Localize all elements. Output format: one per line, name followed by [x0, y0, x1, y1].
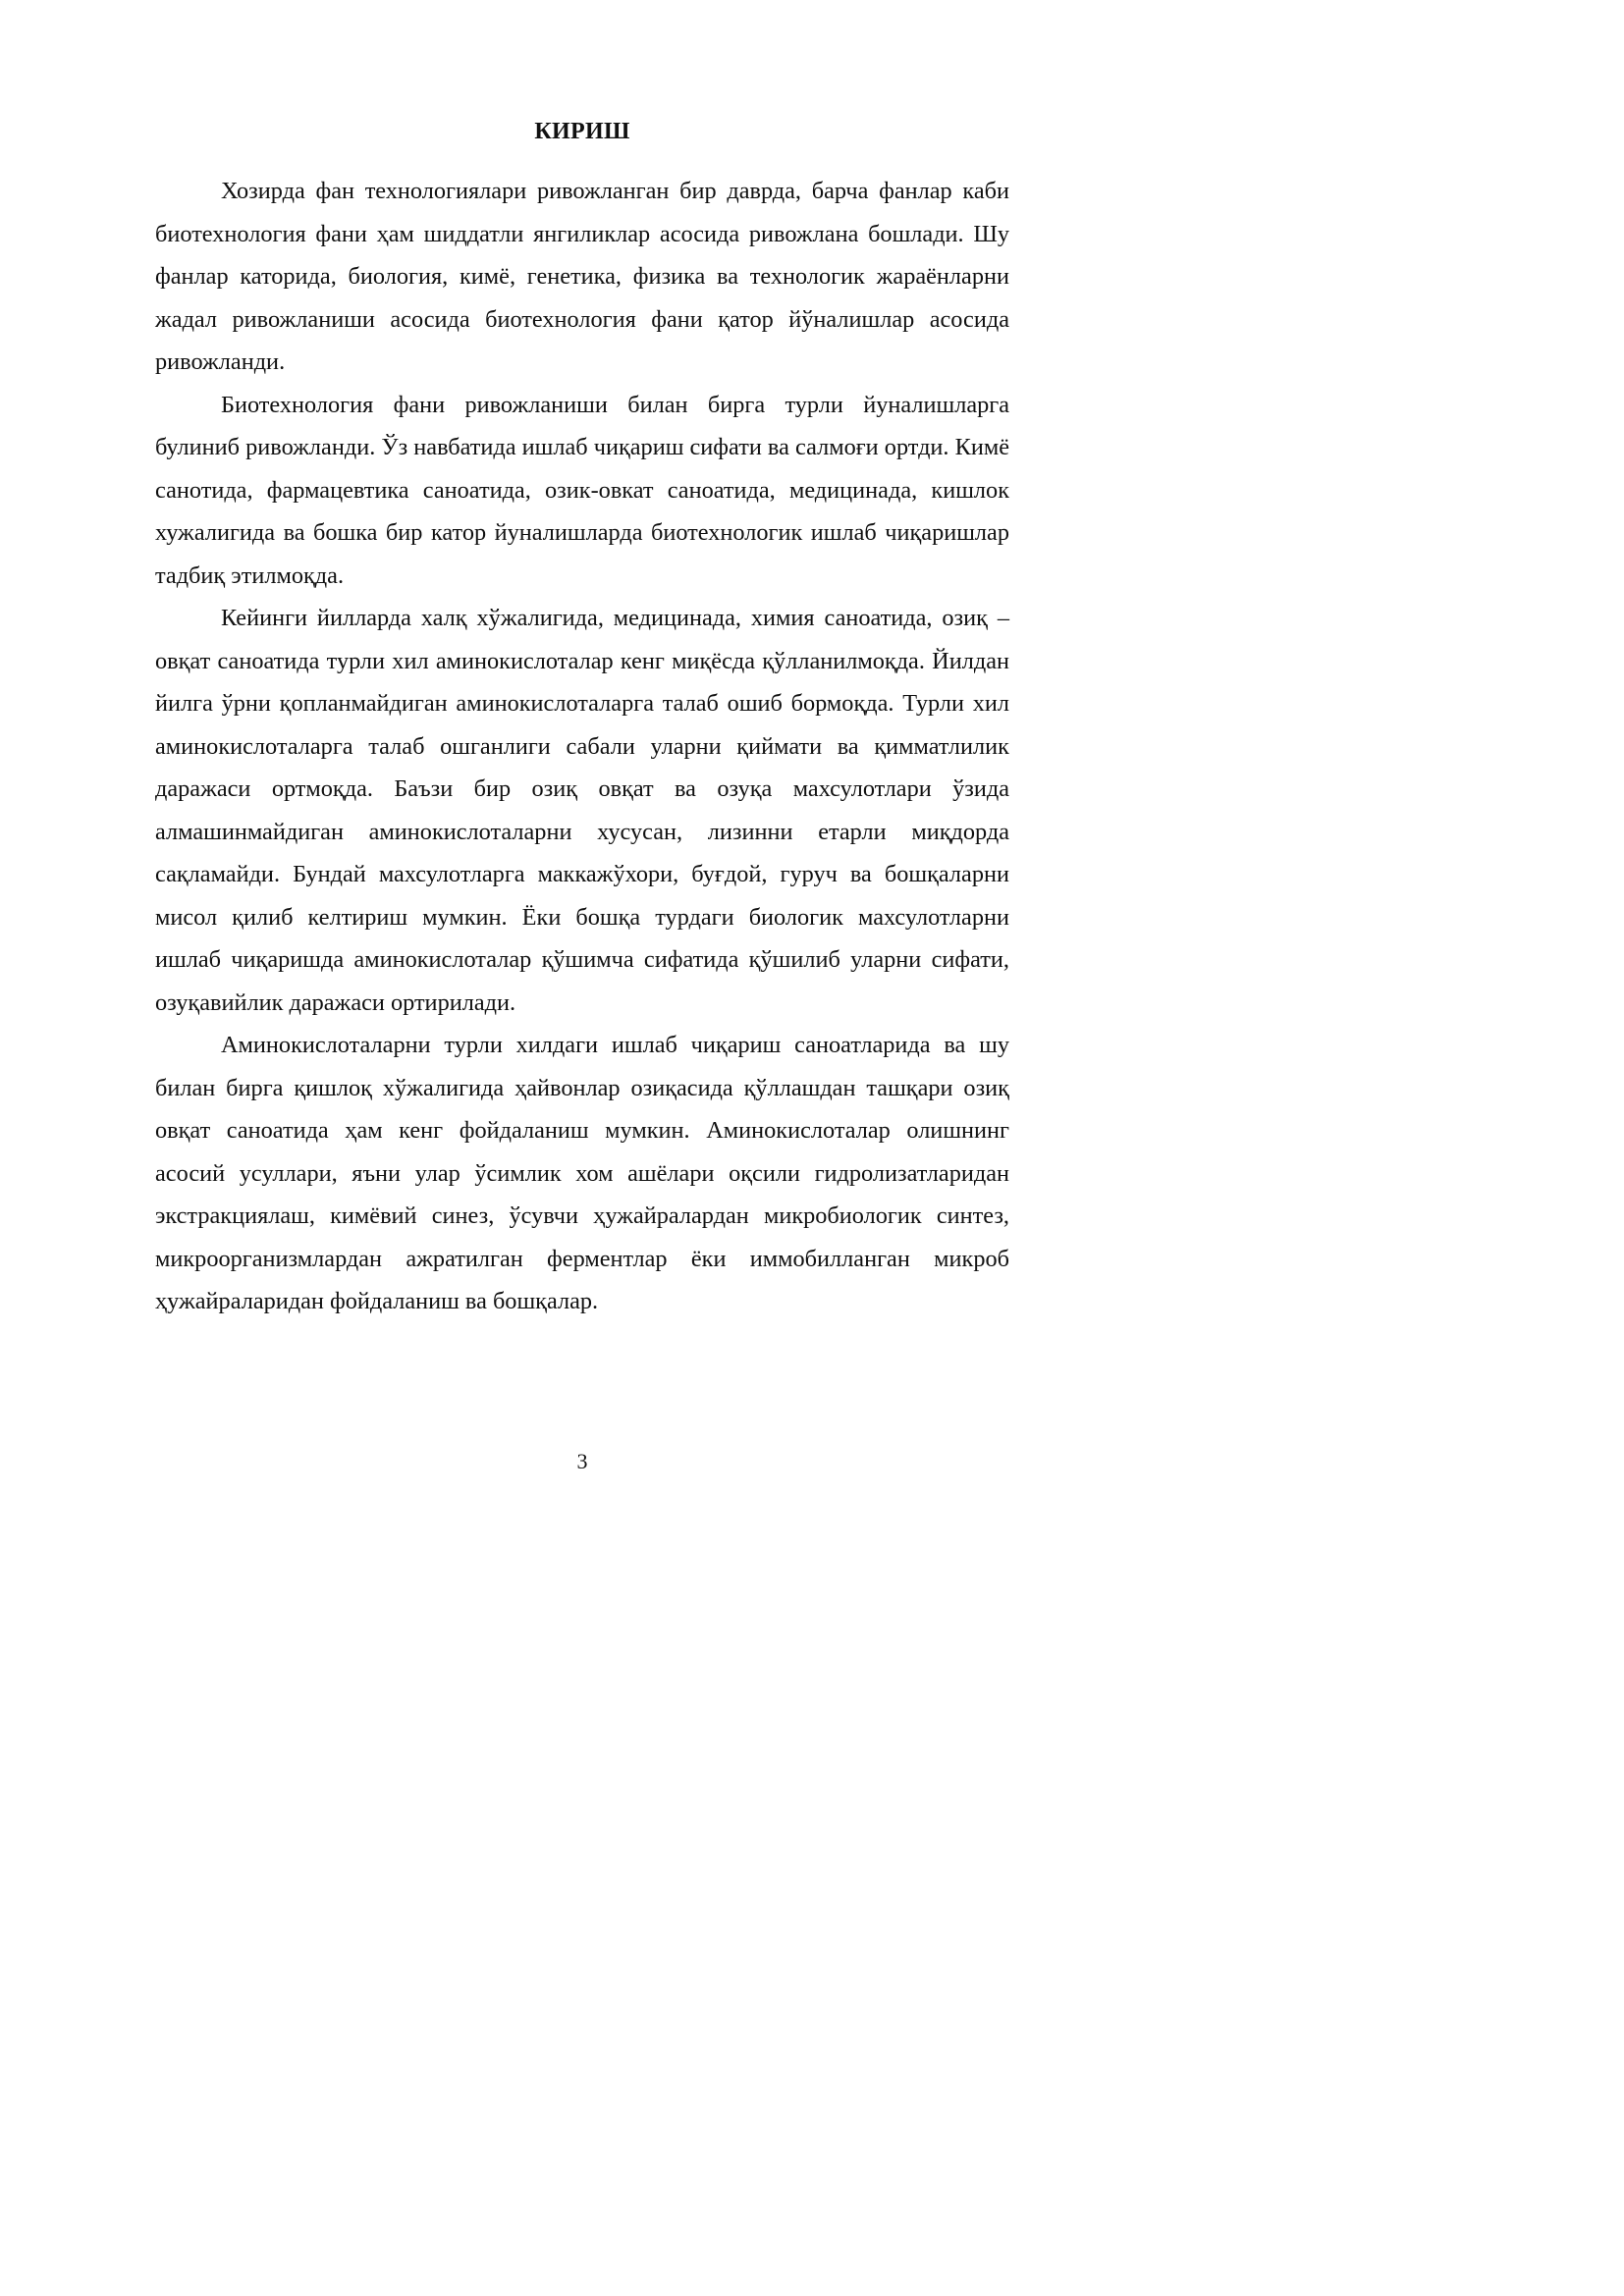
body-text	[155, 170, 1009, 1323]
paragraph-1: Хозирда фан технологиялари ривожланган бир даврда, барча фанлар каби биотехнология фани ҳам шиддатли янгиликлар асосида ривожлана бошлади. Шу фанлар каторида, биология, кимё, генетика, физика ва технологик жараёнларни жадал ривожланиши асосида биотехнология фани қатор йўналишлар асосида ривожланди.	[155, 178, 1009, 375]
paragraph-3: Кейинги йилларда халқ хўжалигида, медицинада, химия саноатида, озиқ – овқат саноатида турли хил аминокислоталар кенг миқёсда қўлланилмоқда. Йилдан йилга ўрни қопланмайдиган аминокислоталарга талаб ошиб бормоқда. Турли хил аминокислоталарга талаб ошганлиги сабали уларни қиймати ва қимматлилик даражаси ортмоқда. Баъзи бир озиқ овқат ва озуқа махсулотлари ўзида алмашинмайдиган аминокислоталарни хусусан, лизинни етарли миқдорда сақламайди. Бундай махсулотларга маккажўхори, буғдой, гуруч ва бошқаларни мисол қилиб келтириш мумкин. Ёки бошқа турдаги биологик махсулотларни ишлаб чиқаришда аминокислоталар қўшимча сифатида қўшилиб уларни сифати, озуқавийлик даражаси ортирилади.	[155, 605, 1009, 1016]
page-number: 3	[576, 1449, 588, 1473]
page-title: КИРИШ	[534, 119, 630, 144]
paragraph-2: Биотехнология фани ривожланиши билан бирга турли йуналишларга булиниб ривожланди. Ўз навбатида ишлаб чиқариш сифати ва салмоғи ортди. Кимё санотида, фармацевтика саноатида, озик-овкат саноатида, медицинада, кишлок хужалигида ва бошка бир катор йуналишларда биотехнологик ишлаб чиқаришлар тадбиқ этилмоқда.	[155, 391, 1009, 589]
paragraph-4: Аминокислоталарни турли хилдаги ишлаб чиқариш саноатларида ва шу билан бирга қишлоқ хўжалигида ҳайвонлар озиқасида қўллашдан ташқари озиқ овқат саноатида ҳам кенг фойдаланиш мумкин. Аминокислоталар олишнинг асосий усуллари, яъни улар ўсимлик хом ашёлари оқсили гидролизатларидан экстракциялаш, кимёвий синез, ўсувчи ҳужайралардан микробиологик синтез, микроорганизмлардан ажратилган ферментлар ёки иммобилланган микроб ҳужайраларидан фойдаланиш ва бошқалар.	[155, 1032, 1009, 1314]
document-page	[0, 0, 1080, 1527]
